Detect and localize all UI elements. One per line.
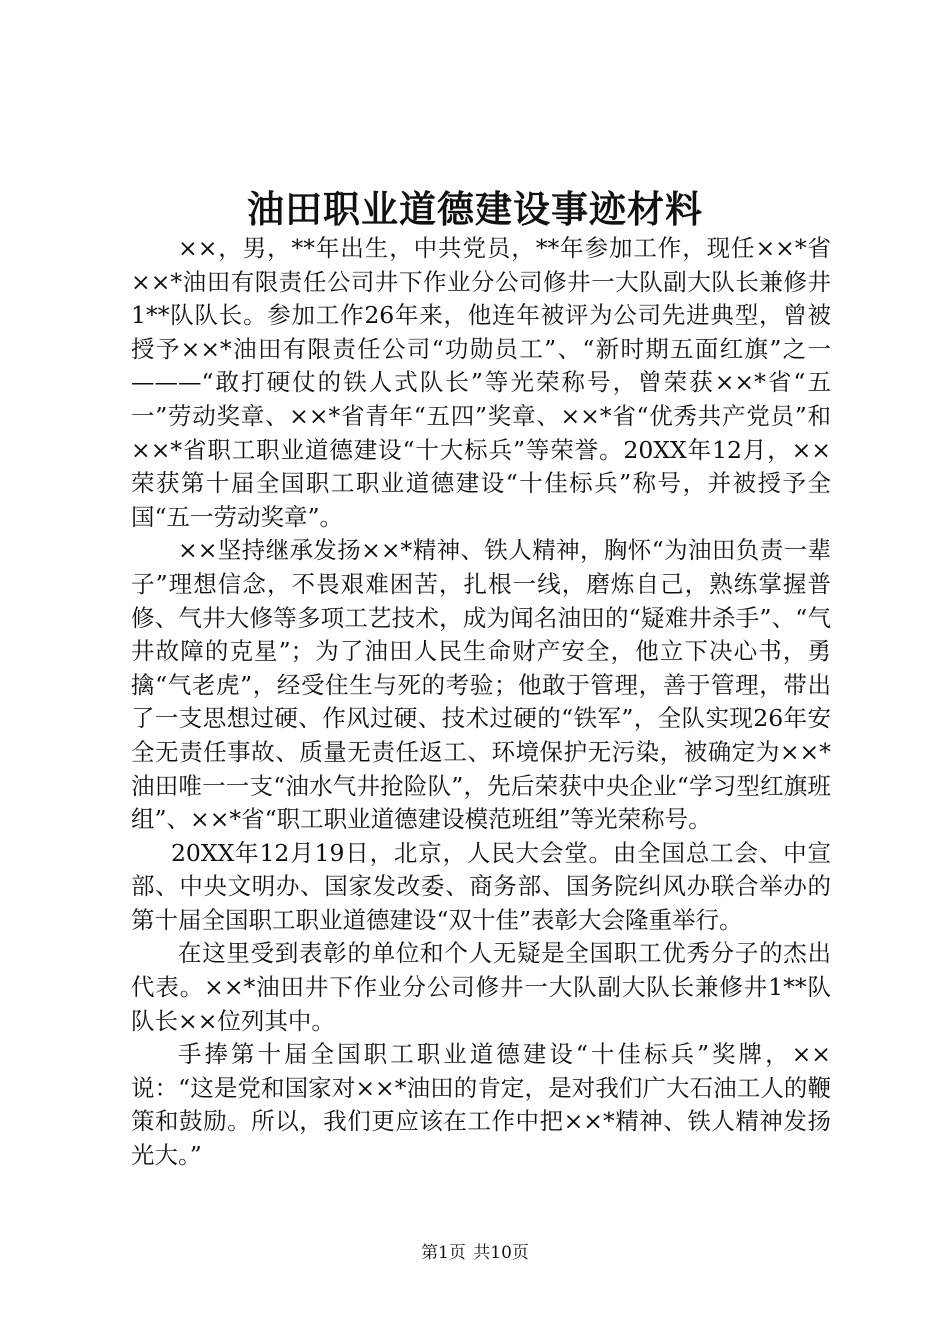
- document-title: 油田职业道德建设事迹材料: [247, 187, 703, 231]
- paragraph-quote: 手捧第十届全国职工职业道德建设“十佳标兵”奖牌，××说：“这是党和国家对××*油田的肯定，是对我们广大石油工人的鞭策和鼓励。所以，我们更应该在工作中把××*精神、铁人精神发扬光大。”: [131, 1040, 831, 1170]
- paragraph-honorees: 在这里受到表彰的单位和个人无疑是全国职工优秀分子的杰出代表。××*油田井下作业分公司修井一大队副大队长兼修井1**队队长××位列其中。: [131, 939, 831, 1035]
- page-total: 共10页: [473, 1243, 529, 1263]
- paragraph-ceremony: 20XX年12月19日，北京，人民大会堂。由全国总工会、中宣部、中央文明办、国家发改委、商务部、国务院纠风办联合举办的第十届全国职工职业道德建设“双十佳”表彰大会隆重举行。: [131, 838, 831, 934]
- paragraph-achievements: ××坚持继承发扬××*精神、铁人精神，胸怀“为油田负责一辈子”理想信念，不畏艰难困苦，扎根一线，磨炼自己，熟练掌握普修、气井大修等多项工艺技术，成为闻名油田的“疑难井杀手”、“气井故障的克星”；为了油田人民生命财产安全，他立下决心书，勇擒“气老虎”，经受住生与死的考验；他敢于管理，善于管理，带出了一支思想过硬、作风过硬、技术过硬的“铁军”，全队实现26年安全无责任事故、质量无责任返工、环境保护无污染，被确定为××*油田唯一一支“油水气井抢险队”，先后荣获中央企业“学习型红旗班组”、××*省“职工职业道德建设模范班组”等光荣称号。: [131, 536, 831, 834]
- paragraph-intro: ××，男，**年出生，中共党员，**年参加工作，现任××*省××*油田有限责任公司井下作业分公司修井一大队副大队长兼修井1**队队长。参加工作26年来，他连年被评为公司先进典型，曾被授予××*油田有限责任公司“功勋员工”、“新时期五面红旗”之一———“敢打硬仗的铁人式队长”等光荣称号，曾荣获××*省“五一”劳动奖章、××*省青年“五四”奖章、××*省“优秀共产党员”和××*省职工职业道德建设“十大标兵”等荣誉。20XX年12月，××荣获第十届全国职工职业道德建设“十佳标兵”称号，并被授予全国“五一劳动奖章”。: [131, 234, 831, 531]
- page-footer: [0, 1241, 950, 1265]
- page-number: 第1页: [421, 1243, 466, 1263]
- document-body: [131, 232, 831, 1173]
